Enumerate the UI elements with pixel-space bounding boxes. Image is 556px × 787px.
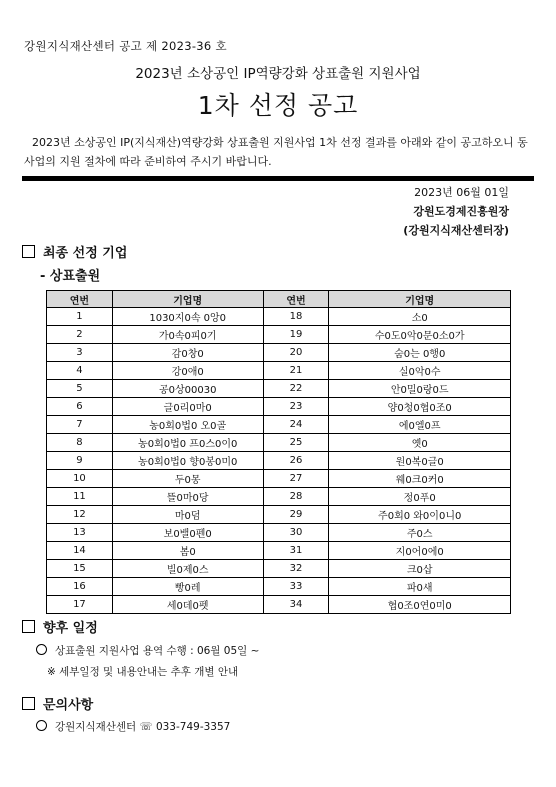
row-number: 23 <box>263 398 329 416</box>
col-header-company: 기업명 <box>112 291 263 308</box>
table-row <box>47 398 511 416</box>
company-name: 1030지0속 0앙0 <box>112 308 263 326</box>
company-name: 주0스 <box>329 524 511 542</box>
table-row <box>47 326 511 344</box>
divider <box>22 176 534 181</box>
row-number: 29 <box>263 506 329 524</box>
checkbox-square-icon <box>22 245 35 258</box>
schedule-item-text: 상표출원 지원사업 용역 수행 : 06월 05일 ~ <box>55 645 260 657</box>
col-header-company: 기업명 <box>329 291 511 308</box>
section-final-label: 최종 선정 기업 <box>43 246 128 261</box>
company-name: 두0몽 <box>112 470 263 488</box>
intro-paragraph: 2023년 소상공인 IP(지식재산)역량강화 상표출원 지원사업 1차 선정 결과를 아래와 같이 공고하오니 동 사업의 지원 절차에 따라 준비하여 주시기 바랍니다. <box>24 136 528 168</box>
row-number: 14 <box>47 542 113 560</box>
notice-number: 강원지식재산센터 공고 제 2023-36 호 <box>24 39 227 53</box>
company-name: 보0밸0펜0 <box>112 524 263 542</box>
company-name: 빵0레 <box>112 578 263 596</box>
selection-table <box>46 290 511 614</box>
row-number: 33 <box>263 578 329 596</box>
row-number: 20 <box>263 344 329 362</box>
table-row <box>47 416 511 434</box>
company-name: 양0청0협0조0 <box>329 398 511 416</box>
table-row <box>47 452 511 470</box>
company-name: 농0회0법0 향0봉0미0 <box>112 452 263 470</box>
company-name: 웨0크0커0 <box>329 470 511 488</box>
row-number: 17 <box>47 596 113 614</box>
company-name: 에0엘0프 <box>329 416 511 434</box>
circle-bullet-icon <box>36 644 47 655</box>
row-number: 4 <box>47 362 113 380</box>
row-number: 34 <box>263 596 329 614</box>
company-name: 세0데0펫 <box>112 596 263 614</box>
schedule-item <box>36 643 259 658</box>
company-name: 숨0는 0행0 <box>329 344 511 362</box>
row-number: 30 <box>263 524 329 542</box>
row-number: 8 <box>47 434 113 452</box>
row-number: 18 <box>263 308 329 326</box>
row-number: 16 <box>47 578 113 596</box>
table-row <box>47 578 511 596</box>
checkbox-square-icon <box>22 620 35 633</box>
table-row <box>47 506 511 524</box>
table-row <box>47 542 511 560</box>
company-name: 파0새 <box>329 578 511 596</box>
company-name: 가0속0피0기 <box>112 326 263 344</box>
row-number: 3 <box>47 344 113 362</box>
section-contact-heading <box>22 694 93 713</box>
company-name: 크0삽 <box>329 560 511 578</box>
checkbox-square-icon <box>22 697 35 710</box>
row-number: 12 <box>47 506 113 524</box>
issue-date: 2023년 06월 01일 <box>414 186 509 199</box>
table-row <box>47 344 511 362</box>
company-name: 글0리0마0 <box>112 398 263 416</box>
table-row <box>47 470 511 488</box>
issuer-center: (강원지식재산센터장) <box>403 224 509 237</box>
company-name: 공0상00030 <box>112 380 263 398</box>
table-row <box>47 596 511 614</box>
section-final-subheading: - 상표출원 <box>40 269 101 284</box>
col-header-no: 연번 <box>47 291 113 308</box>
row-number: 9 <box>47 452 113 470</box>
row-number: 7 <box>47 416 113 434</box>
table-row <box>47 488 511 506</box>
table-row <box>47 524 511 542</box>
company-name: 원0복0글0 <box>329 452 511 470</box>
company-name: 정0푸0 <box>329 488 511 506</box>
company-name: 지0어0에0 <box>329 542 511 560</box>
row-number: 11 <box>47 488 113 506</box>
contact-item-text: 강원지식재산센터 ☏ 033-749-3357 <box>55 721 231 733</box>
row-number: 24 <box>263 416 329 434</box>
row-number: 10 <box>47 470 113 488</box>
row-number: 32 <box>263 560 329 578</box>
company-name: 안0밀0랑0드 <box>329 380 511 398</box>
row-number: 26 <box>263 452 329 470</box>
company-name: 실0악0수 <box>329 362 511 380</box>
company-name: 협0조0연0미0 <box>329 596 511 614</box>
row-number: 13 <box>47 524 113 542</box>
company-name: 옛0 <box>329 434 511 452</box>
table-row <box>47 380 511 398</box>
table-row <box>47 362 511 380</box>
col-header-no: 연번 <box>263 291 329 308</box>
table-header-row <box>47 291 511 308</box>
company-name: 빌0제0스 <box>112 560 263 578</box>
row-number: 22 <box>263 380 329 398</box>
company-name: 농0회0법0 오0골 <box>112 416 263 434</box>
company-name: 농0회0법0 프0스0이0 <box>112 434 263 452</box>
row-number: 1 <box>47 308 113 326</box>
section-contact-label: 문의사항 <box>43 698 94 713</box>
row-number: 2 <box>47 326 113 344</box>
row-number: 15 <box>47 560 113 578</box>
company-name: 수0도0악0문0소0가 <box>329 326 511 344</box>
company-name: 주0회0 와0이0니0 <box>329 506 511 524</box>
circle-bullet-icon <box>36 720 47 731</box>
row-number: 25 <box>263 434 329 452</box>
company-name: 마0덤 <box>112 506 263 524</box>
section-schedule-heading <box>22 617 98 636</box>
section-schedule-label: 향후 일정 <box>43 621 98 636</box>
row-number: 5 <box>47 380 113 398</box>
company-name: 강0애0 <box>112 362 263 380</box>
row-number: 6 <box>47 398 113 416</box>
company-name: 봄0 <box>112 542 263 560</box>
row-number: 28 <box>263 488 329 506</box>
table-row <box>47 434 511 452</box>
row-number: 21 <box>263 362 329 380</box>
company-name: 뜰0마0당 <box>112 488 263 506</box>
schedule-note: ※ 세부일정 및 내용안내는 추후 개별 안내 <box>47 666 239 678</box>
row-number: 31 <box>263 542 329 560</box>
section-final-heading <box>22 242 127 261</box>
row-number: 19 <box>263 326 329 344</box>
company-name: 감0창0 <box>112 344 263 362</box>
table-row <box>47 308 511 326</box>
contact-item <box>36 719 230 734</box>
table-row <box>47 560 511 578</box>
issuer-org: 강원도경제진흥원장 <box>413 205 509 218</box>
company-name: 소0 <box>329 308 511 326</box>
row-number: 27 <box>263 470 329 488</box>
page-title: 1차 선정 공고 <box>197 91 359 120</box>
subtitle: 2023년 소상공인 IP역량강화 상표출원 지원사업 <box>135 66 421 82</box>
